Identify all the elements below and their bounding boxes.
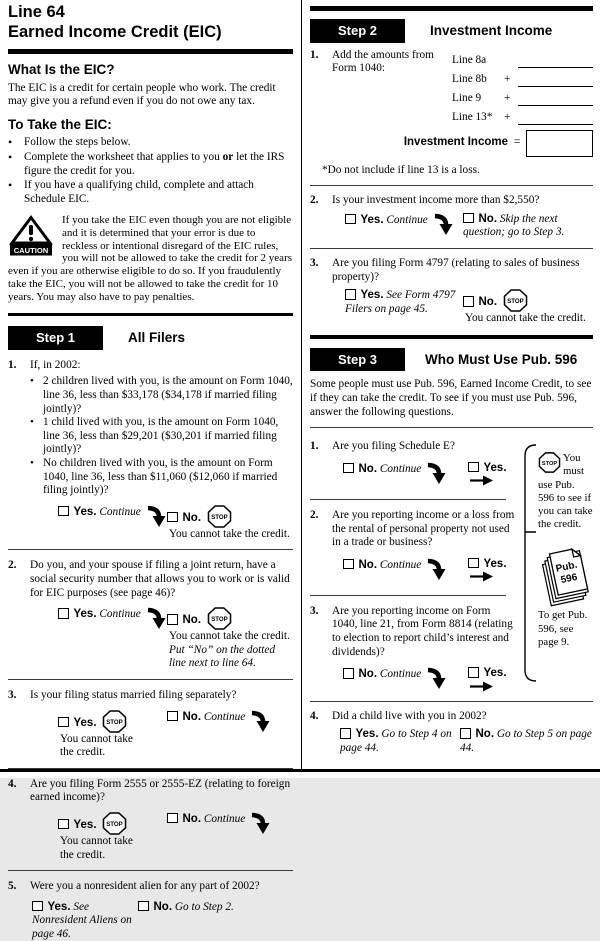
bullet-marker: • [8,178,13,193]
amount-row-8a: Line 8a [452,49,593,68]
stop-icon [207,505,232,528]
svg-text:STOP: STOP [106,821,124,829]
step2-q3-yes-checkbox[interactable] [345,289,356,300]
step1-q2-text: Do you, and your spouse if filing a joint return, have a social security number that allows you to work or is valid for EIC purposes (see page 46)? [30,559,290,599]
step3-margin-note [538,436,593,697]
step1-q4-text: Are you filing Form 2555 or 2555-EZ (relating to foreign earned income)? [30,777,291,804]
svg-text:STOP: STOP [106,718,124,726]
step3-q2-no-checkbox[interactable] [343,559,354,570]
step1-q2-yes-checkbox[interactable] [58,608,69,619]
bullet-marker: • [8,135,13,150]
step2-title: Investment Income [430,23,553,38]
what-is-eic-heading: What Is the EIC? [8,62,115,77]
step3-q4-no: No. Go to Step 5 on page 44. [460,728,592,754]
step2-q3-text: Are you filing Form 4797 (relating to sales of business property)? [332,256,580,283]
step1-q1-yes: Yes. Continue [58,505,167,542]
svg-text:596: 596 [559,572,578,587]
take-bullet-1: • Follow the steps below. [8,135,131,150]
step3-badge: Step 3 [310,348,405,372]
step3-title: Who Must Use Pub. 596 [425,351,578,367]
step3-q3-no: No. Continue [343,667,468,695]
step3-q3-text: Are you reporting income on Form 1040, line 21, from Form 8814 (relating to election to report child’s interest and dividends)? [332,604,513,658]
step3-q4-text: Did a child live with you in 2002? [332,709,487,722]
step1-q2-no-note: Put “No” on the dotted line next to line 64. [169,643,276,670]
step1-q5-yes-checkbox[interactable] [32,901,43,912]
write-in-line-8b[interactable] [518,74,593,87]
goto-right-arrow-icon [470,681,494,692]
bullet-marker: • [30,416,34,429]
step1-q3: 3. Is your filing status married filing separately? [8,689,293,703]
step1-q4-yes: Yes. STOP You cannot take the credit. [58,812,167,862]
divider [8,549,293,550]
step3-q1-no-checkbox[interactable] [343,463,354,474]
step1-q1: 1. If, in 2002: • 2 children lived with you, is the amount on Form 1040, line 36, less than $33,178 ($34,178 if married filing jointly)? • 1 child lived with you, is the amount on Form 1040, line 36, less than $29,201 ($30,201 if married filing jointly)? • No children lived with you, is the amount on Form 1040, line 36, less than $11,060 ($12,060 if married filing jointly)? [8,358,293,497]
step3-q4-yes-checkbox[interactable] [340,728,351,739]
bullet-marker: • [8,149,13,164]
q1-bullet-2children: 2 children lived with you, is the amount on Form 1040, line 36, less than $33,178 ($34,178 if married filing jointly)? [43,375,293,415]
step1-q1-text: If, in 2002: [30,358,81,371]
to-get-pub596-text: To get Pub. 596, see page 9. [538,609,588,648]
continue-arrow-icon [251,812,270,835]
step3-top-rule [310,335,593,339]
step3-q3-yes-checkbox[interactable] [468,667,479,678]
stop-icon [102,710,127,733]
divider [310,595,506,596]
step3-q2-text: Are you reporting income or a loss from the rental of personal property not used in a trade or business? [332,508,515,549]
step3-q2-yes: Yes. [468,558,518,586]
step3-q3-no-checkbox[interactable] [343,668,354,679]
svg-text:STOP: STOP [507,298,524,306]
take-bullet-3: • If you have a qualifying child, complete and attach Schedule EIC. [8,178,254,205]
to-take-bullets [8,136,293,206]
step1-q5-no: No. Go to Step 2. [138,901,293,941]
caution-note [8,214,293,303]
caution-icon [8,216,54,257]
step1-header [8,326,293,350]
stop-icon [102,812,127,835]
svg-text:Pub.: Pub. [554,559,578,576]
stop-icon [503,289,528,312]
pub-596-booklet-icon [539,540,593,604]
investment-amount-rows [452,49,593,125]
step1-q2-yes: Yes. Continue [58,607,167,671]
step2-q2-yes-checkbox[interactable] [345,214,356,225]
amount-row-8b: Line 8b + [452,68,593,87]
yes-answers-bracket [518,436,538,697]
amount-row-13: Line 13* + [452,106,593,125]
q1-bullet-nochildren: No children lived with you, is the amount on Form 1040, line 36, less than $11,060 ($12,060 if married filing jointly)? [43,457,278,497]
what-is-eic-text: The EIC is a credit for certain people who work. The credit may give you a refund even if you do not owe any tax. [8,81,276,108]
goto-right-arrow-icon [470,475,494,486]
caution-text: If you take the EIC even though you are not eligible and it is determined that your error is due to reckless or intentional disregard of the EIC rules, you will not be allowed to take the credit for 2 years even if you are otherwise eligible to do so. If you fraudulently take the EIC, you will not be allowed to take the credit for 10 years. You may also have to pay penalties. [8,214,293,303]
divider [8,870,293,871]
step1-q2-no-checkbox[interactable] [167,614,178,625]
step3-q2: 2. Are you reporting income or a loss from the rental of personal property not used in a trade or business? [310,509,518,550]
step2-footnote: *Do not include if line 13 is a loss. [322,163,480,176]
goto-right-arrow-icon [470,571,494,582]
to-take-eic-heading: To Take the EIC: [8,116,112,132]
step1-q2-no: No. STOP You cannot take the credit. Put “No” on the dotted line next to line 64. [167,607,293,671]
write-in-line-13[interactable] [518,112,593,125]
step2-q3-no: No. STOP You cannot take the credit. [463,289,593,326]
continue-arrow-icon [434,213,453,236]
step2-badge: Step 2 [310,19,405,43]
step3-q4-no-checkbox[interactable] [460,728,471,739]
step3-q1-yes: Yes. [468,462,518,490]
write-in-line-9[interactable] [518,93,593,106]
step3-q1-no: No. Continue [343,462,468,490]
step1-badge: Step 1 [8,326,103,350]
step3-intro: Some people must use Pub. 596, Earned Income Credit, to see if they can take the credit. To see if you must use Pub. 596, answer the following questions. [310,378,592,418]
step1-q5: 5. Were you a nonresident alien for any part of 2002? [8,880,293,894]
stop-icon [207,607,232,630]
step2-q2-yes: Yes. Continue [345,213,463,240]
step1-q3-no-checkbox[interactable] [167,711,178,722]
divider [310,248,593,249]
step3-q4-yes: Yes. Go to Step 4 on page 44. [340,728,452,754]
step2-q1-text: Add the amounts from Form 1040: [332,48,434,75]
step3-q3-yes: Yes. [468,667,518,695]
step3-q1-yes-checkbox[interactable] [468,462,479,473]
divider [310,427,593,428]
investment-income-total-box[interactable] [526,130,593,157]
step2-q2-no: No. Skip the next question; go to Step 3. [463,212,565,239]
svg-text:STOP: STOP [541,461,558,468]
step3-q1-text: Are you filing Schedule E? [332,440,455,453]
continue-arrow-icon [251,710,270,733]
q1-bullet-1child: 1 child lived with you, is the amount on Form 1040, line 36, less than $29,201 ($30,201 if married filing jointly)? [43,416,279,456]
step2-header [310,19,593,43]
svg-text:STOP: STOP [211,616,228,624]
step1-q1-no: No. STOP You cannot take the credit. [167,505,293,542]
bullet-marker: • [30,375,34,388]
investment-income-total-row: Investment Income = [332,130,593,157]
step1-q1-yes-checkbox[interactable] [58,506,69,517]
divider [8,679,293,680]
continue-arrow-icon [427,558,446,581]
step1-q4-no-checkbox[interactable] [167,813,178,824]
step2-top-rule [310,6,593,11]
step2-q1: 1. Add the amounts from Form 1040: Line 8a Line 8b + Line 9 + Line 13* + Investment Income = [310,49,593,157]
divider [310,499,506,500]
step1-q3-yes-checkbox[interactable] [58,717,69,728]
step1-q4-no: No. Continue [167,812,293,862]
step1-q1-no-checkbox[interactable] [167,512,178,523]
step3-header [310,348,593,372]
step3-q3: 3. Are you reporting income on Form 1040, line 21, from Form 8814 (relating to election to report child’s interest and dividends)? [310,605,518,659]
step1-q4: 4. Are you filing Form 2555 or 2555-EZ (relating to foreign earned income)? [8,778,293,805]
step2-q3: 3. Are you filing Form 4797 (relating to sales of business property)? [310,257,593,284]
investment-income-label: Investment Income [403,136,508,149]
title-rule [8,49,293,54]
step1-q5-yes: Yes. See Nonresident Aliens on page 46. [32,900,132,940]
page-title [8,0,293,42]
right-column [310,0,593,756]
step3-q1: 1. Are you filing Schedule E? [310,440,518,454]
step1-q2: 2. Do you, and your spouse if filing a joint return, have a social security number that allows you to work or is valid for EIC purposes (see page 46)? [8,559,293,600]
step3-q2-yes-checkbox[interactable] [468,558,479,569]
step2-q2-text: Is your investment income more than $2,550? [332,194,540,207]
divider [310,701,593,702]
amount-row-9: Line 9 + [452,87,593,106]
step3-q2-no: No. Continue [343,558,468,586]
step2-q2-no-checkbox[interactable] [463,213,474,224]
step1-q3-no: No. Continue [167,710,293,760]
svg-text:CAUTION: CAUTION [13,246,49,256]
step1-q3-text: Is your filing status married filing separately? [30,688,237,701]
column-divider [301,0,302,770]
step1-q3-yes: Yes. STOP You cannot take the credit. [58,710,167,760]
continue-arrow-icon [147,607,166,630]
step2-q3-no-checkbox[interactable] [463,296,474,307]
title-line-2: Earned Income Credit (EIC) [8,22,222,41]
divider [310,185,593,186]
step1-title: All Filers [128,330,186,346]
write-in-line-8a[interactable] [518,55,593,68]
title-line-1: Line 64 [8,3,65,21]
step1-top-rule [8,313,293,316]
step1-q4-yes-checkbox[interactable] [58,819,69,830]
divider [8,768,293,769]
continue-arrow-icon [427,462,446,485]
step2-q2: 2. Is your investment income more than $2,550? [310,194,593,208]
must-use-pub596-text: You must use Pub. 596 to see if you can take the credit. [538,452,593,531]
svg-text:STOP: STOP [211,513,228,521]
step3-q4: 4. Did a child live with you in 2002? [310,710,593,724]
stop-icon [538,452,561,473]
left-column [8,0,293,941]
bullet-marker: • [30,457,34,470]
step2-q3-yes: Yes. See Form 4797 Filers on page 45. [345,289,456,315]
continue-arrow-icon [147,505,166,528]
step1-q5-no-checkbox[interactable] [138,901,149,912]
step1-q5-text: Were you a nonresident alien for any part of 2002? [30,880,260,893]
continue-arrow-icon [427,667,446,690]
take-bullet-2: • Complete the worksheet that applies to you or let the IRS figure the credit for you. [8,149,285,177]
